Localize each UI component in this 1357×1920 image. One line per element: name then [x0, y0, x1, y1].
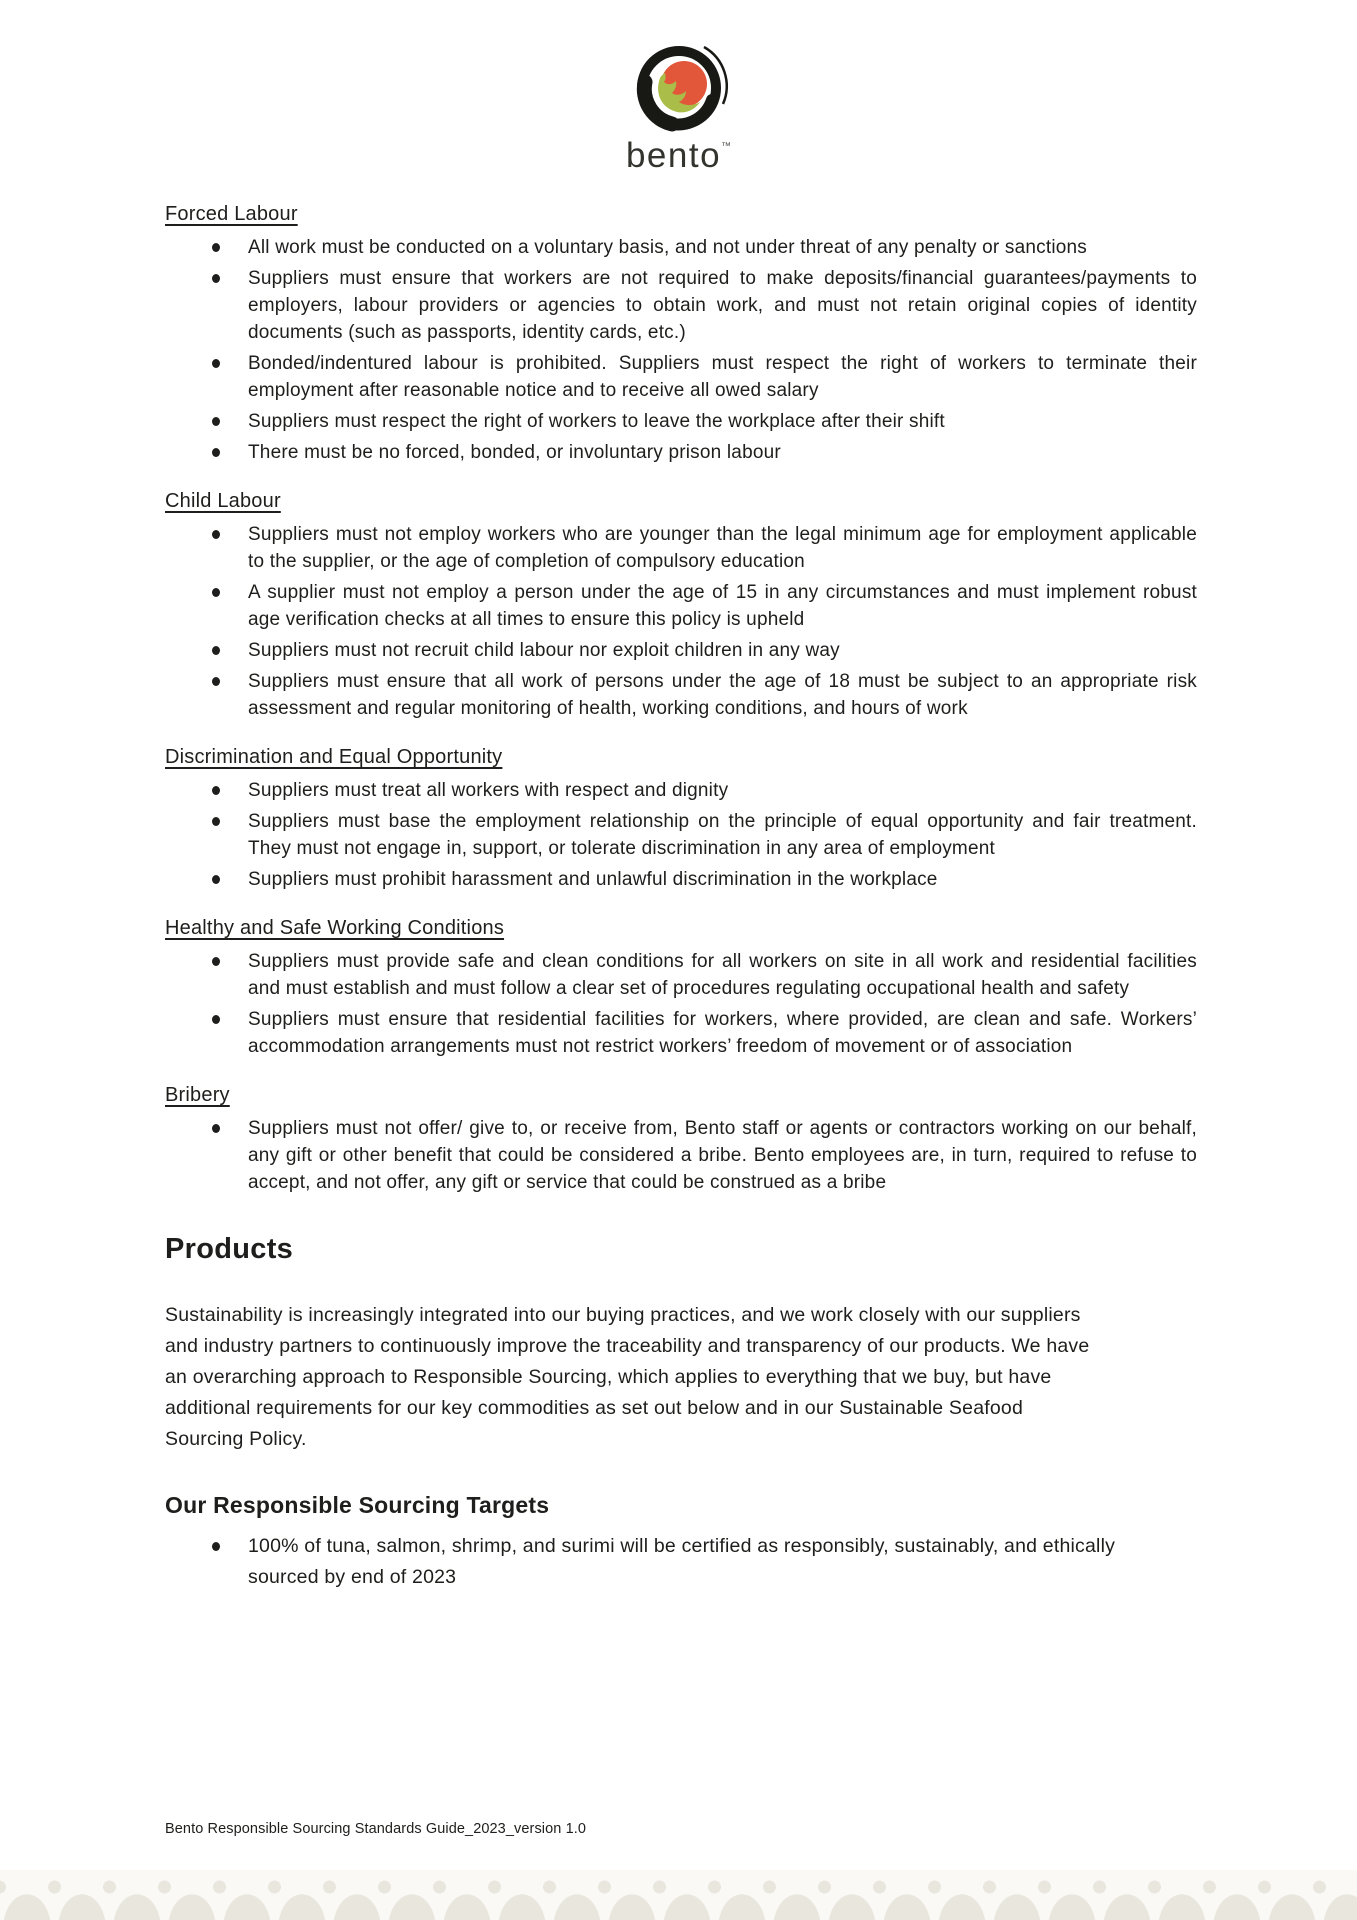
decorative-border	[0, 1870, 1357, 1920]
brand-logo	[0, 38, 1357, 173]
bullet-list-discrimination	[165, 777, 1197, 893]
section-health-safety	[165, 915, 1197, 1060]
list-item	[210, 866, 1197, 893]
brand-name-row	[0, 138, 1357, 173]
section-child-labour	[165, 488, 1197, 722]
bullet-text: Suppliers must not employ workers who are younger than the legal minimum age for employment applicable to the supplier, or the age of completion of compulsory education	[248, 524, 1197, 572]
bullet-text: Suppliers must not offer/ give to, or receive from, Bento staff or agents or contractors working on our behalf, any gift or other benefit that could be considered a bribe. Bento employees are, in turn, required to refuse to accept, and not offer, any gift or service that could be construed as a bribe	[248, 1118, 1197, 1193]
bullet-text: Suppliers must prohibit harassment and unlawful discrimination in the workplace	[248, 869, 938, 890]
bullet-text: 100% of tuna, salmon, shrimp, and surimi will be certified as responsibly, sustainably, and ethically sourced by end of 2023	[248, 1535, 1116, 1588]
bullet-icon	[212, 243, 220, 252]
list-item	[210, 1115, 1197, 1196]
bullet-icon	[212, 359, 220, 368]
bullet-icon	[212, 1124, 220, 1133]
bullet-text: Suppliers must ensure that all work of persons under the age of 18 must be subject to an appropriate risk assessment and regular monitoring of health, working conditions, and hours of work	[248, 671, 1197, 719]
bullet-list-bribery	[165, 1115, 1197, 1196]
list-item	[210, 777, 1197, 804]
brand-name: bento	[625, 136, 722, 175]
bullet-icon	[212, 530, 220, 539]
section-heading-forced-labour: Forced Labour	[165, 203, 298, 225]
bullet-icon	[212, 417, 220, 426]
targets-bullet-list	[165, 1531, 1197, 1593]
bullet-text: Suppliers must ensure that workers are not required to make deposits/financial guarantees/payments to employers, labour providers or agencies to obtain work, and must not retain original copies of identity documents (such as passports, identity cards, etc.)	[248, 268, 1197, 343]
bullet-text: Suppliers must not recruit child labour nor exploit children in any way	[248, 640, 840, 661]
bullet-text: Suppliers must base the employment relationship on the principle of equal opportunity and fair treatment. They must not engage in, support, or tolerate discrimination in any area of employment	[248, 811, 1197, 859]
bullet-text: Bonded/indentured labour is prohibited. Suppliers must respect the right of workers to terminate their employment after reasonable notice and to receive all owed salary	[248, 353, 1197, 401]
products-title: Products	[165, 1233, 294, 1265]
list-item	[210, 579, 1197, 633]
bullet-list-health-safety	[165, 948, 1197, 1060]
list-item	[210, 408, 1197, 435]
bullet-text: Suppliers must treat all workers with respect and dignity	[248, 780, 729, 801]
list-item	[210, 439, 1197, 466]
list-item	[210, 1006, 1197, 1060]
bullet-text: All work must be conducted on a voluntary basis, and not under threat of any penalty or sanctions	[248, 237, 1087, 258]
bullet-icon	[212, 1542, 220, 1551]
targets-heading: Our Responsible Sourcing Targets	[165, 1492, 550, 1518]
bullet-text: Suppliers must provide safe and clean conditions for all workers on site in all work and residential facilities and must establish and must follow a clear set of procedures regulating occupational health and safety	[248, 951, 1197, 999]
document-body	[165, 201, 1197, 1597]
bento-enso-icon	[604, 38, 754, 142]
section-discrimination	[165, 744, 1197, 893]
bullet-icon	[212, 957, 220, 966]
section-heading-health-safety: Healthy and Safe Working Conditions	[165, 917, 505, 939]
list-item	[210, 668, 1197, 722]
trademark-mark: ™	[721, 141, 732, 152]
bullet-icon	[212, 786, 220, 795]
bullet-list-forced-labour	[165, 234, 1197, 466]
bullet-text: Suppliers must ensure that residential facilities for workers, where provided, are clean and safe. Workers’ accommodation arrangements must not restrict workers’ freedom of movement or of association	[248, 1009, 1197, 1057]
bullet-list-child-labour	[165, 521, 1197, 722]
list-item	[210, 234, 1197, 261]
list-item	[210, 521, 1197, 575]
section-heading-bribery: Bribery	[165, 1084, 230, 1106]
list-item	[210, 1531, 1153, 1593]
section-bribery	[165, 1082, 1197, 1196]
products-paragraph: Sustainability is increasingly integrated into our buying practices, and we work closely with our suppliers and industry partners to continuously improve the traceability and transparency of our products. We have an overarching approach to Responsible Sourcing, which applies to everything that we buy, but have additional requirements for our key commodities as set out below and in our Sustainable Seafood Sourcing Policy.	[165, 1304, 1090, 1450]
bullet-text: There must be no forced, bonded, or involuntary prison labour	[248, 442, 781, 463]
list-item	[210, 808, 1197, 862]
bullet-icon	[212, 677, 220, 686]
list-item	[210, 265, 1197, 346]
list-item	[210, 637, 1197, 664]
list-item	[210, 350, 1197, 404]
bullet-icon	[212, 588, 220, 597]
bullet-icon	[212, 1015, 220, 1024]
bullet-text: Suppliers must respect the right of workers to leave the workplace after their shift	[248, 411, 945, 432]
bullet-text: A supplier must not employ a person under the age of 15 in any circumstances and must implement robust age verification checks at all times to ensure this policy is upheld	[248, 582, 1197, 630]
bullet-icon	[212, 448, 220, 457]
section-heading-child-labour: Child Labour	[165, 490, 281, 512]
section-heading-discrimination: Discrimination and Equal Opportunity	[165, 746, 503, 768]
bullet-icon	[212, 875, 220, 884]
section-forced-labour	[165, 201, 1197, 466]
page-footer	[165, 1820, 586, 1838]
bullet-icon	[212, 274, 220, 283]
list-item	[210, 948, 1197, 1002]
bullet-icon	[212, 817, 220, 826]
bullet-icon	[212, 646, 220, 655]
footer-text: Bento Responsible Sourcing Standards Guide_2023_version 1.0	[165, 1821, 587, 1837]
